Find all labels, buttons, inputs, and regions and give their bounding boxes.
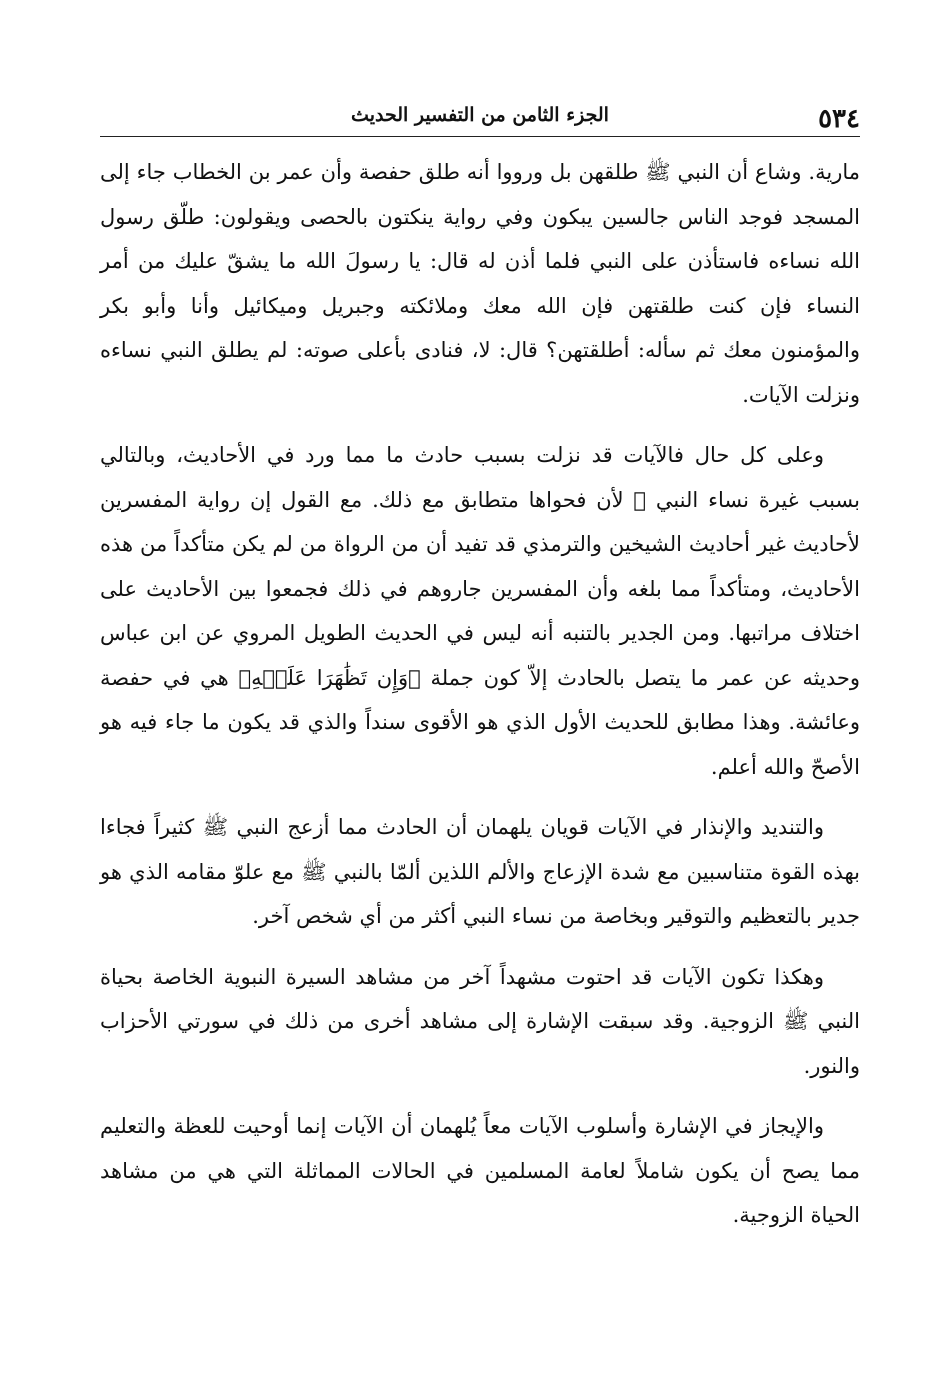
paragraph-3: والتنديد والإنذار في الآيات قويان يلهمان أن الحادث مما أزعج النبي ﷺ كثيراً فجاءا بهذه القوة متناسبين مع شدة الإزعاج والألم اللذين ألمّا بالنبي ﷺ مع علوّ مقامه الذي هو جدير بالتعظيم والتوقير وبخاصة من نساء النبي أكثر من أي شخص آخر.	[100, 815, 860, 928]
page-number: ٥٣٤	[818, 104, 860, 134]
header-divider	[100, 136, 860, 137]
paragraph-2: وعلى كل حال فالآيات قد نزلت بسبب حادث ما مما ورد في الأحاديث، وبالتالي بسبب غيرة نساء النبي ﷺ لأن فحواها متطابق مع ذلك. مع القول إن رواية المفسرين لأحاديث غير أحاديث الشيخين والترمذي قد تفيد أن من الرواة من لم يكن متأكداً من هذه الأحاديث، ومتأكداً مما بلغه وأن المفسرين جاروهم في ذلك فجمعوا بين الأحاديث على اختلاف مراتبها. ومن الجدير بالتنبه أنه ليس في الحديث الطويل المروي عن ابن عباس وحديثه عن عمر ما يتصل بالحادث إلاّ كون جملة ﴿وَإِن تَظَٰهَرَا عَلَيۡهِ﴾ هي في حفصة وعائشة. وهذا مطابق للحديث الأول الذي هو الأقوى سنداً والذي قد يكون ما جاء فيه هو الأصحّ والله أعلم.	[100, 443, 860, 779]
paragraph-1: مارية. وشاع أن النبي ﷺ طلقهن بل ورووا أنه طلق حفصة وأن عمر بن الخطاب جاء إلى المسجد فوجد الناس جالسين يبكون وفي رواية ينكتون بالحصى ويقولون: طلّق رسول الله نساءه فاستأذن على النبي فلما أذن له قال: يا رسولَ الله ما يشقّ عليك من أمر النساء فإن كنت طلقتهن فإن الله معك وملائكته وجبريل وميكائيل وأنا وأبو بكر والمؤمنون معك ثم سأله: أطلقتهن؟ قال: لا، فنادى بأعلى صوته: لم يطلق النبي نساءه ونزلت الآيات.	[100, 160, 860, 407]
page-header	[100, 96, 860, 136]
body-text	[100, 150, 860, 1238]
paragraph-5: والإيجاز في الإشارة وأسلوب الآيات معاً يُلهمان أن الآيات إنما أوحيت للعظة والتعليم مما يصح أن يكون شاملاً لعامة المسلمين في الحالات المماثلة التي هي من مشاهد الحياة الزوجية.	[100, 1114, 860, 1227]
running-title: الجزء الثامن من التفسير الحديث	[351, 104, 609, 126]
paragraph-4: وهكذا تكون الآيات قد احتوت مشهداً آخر من مشاهد السيرة النبوية الخاصة بحياة النبي ﷺ الزوجية. وقد سبقت الإشارة إلى مشاهد أخرى من ذلك في سورتي الأحزاب والنور.	[100, 964, 860, 1078]
